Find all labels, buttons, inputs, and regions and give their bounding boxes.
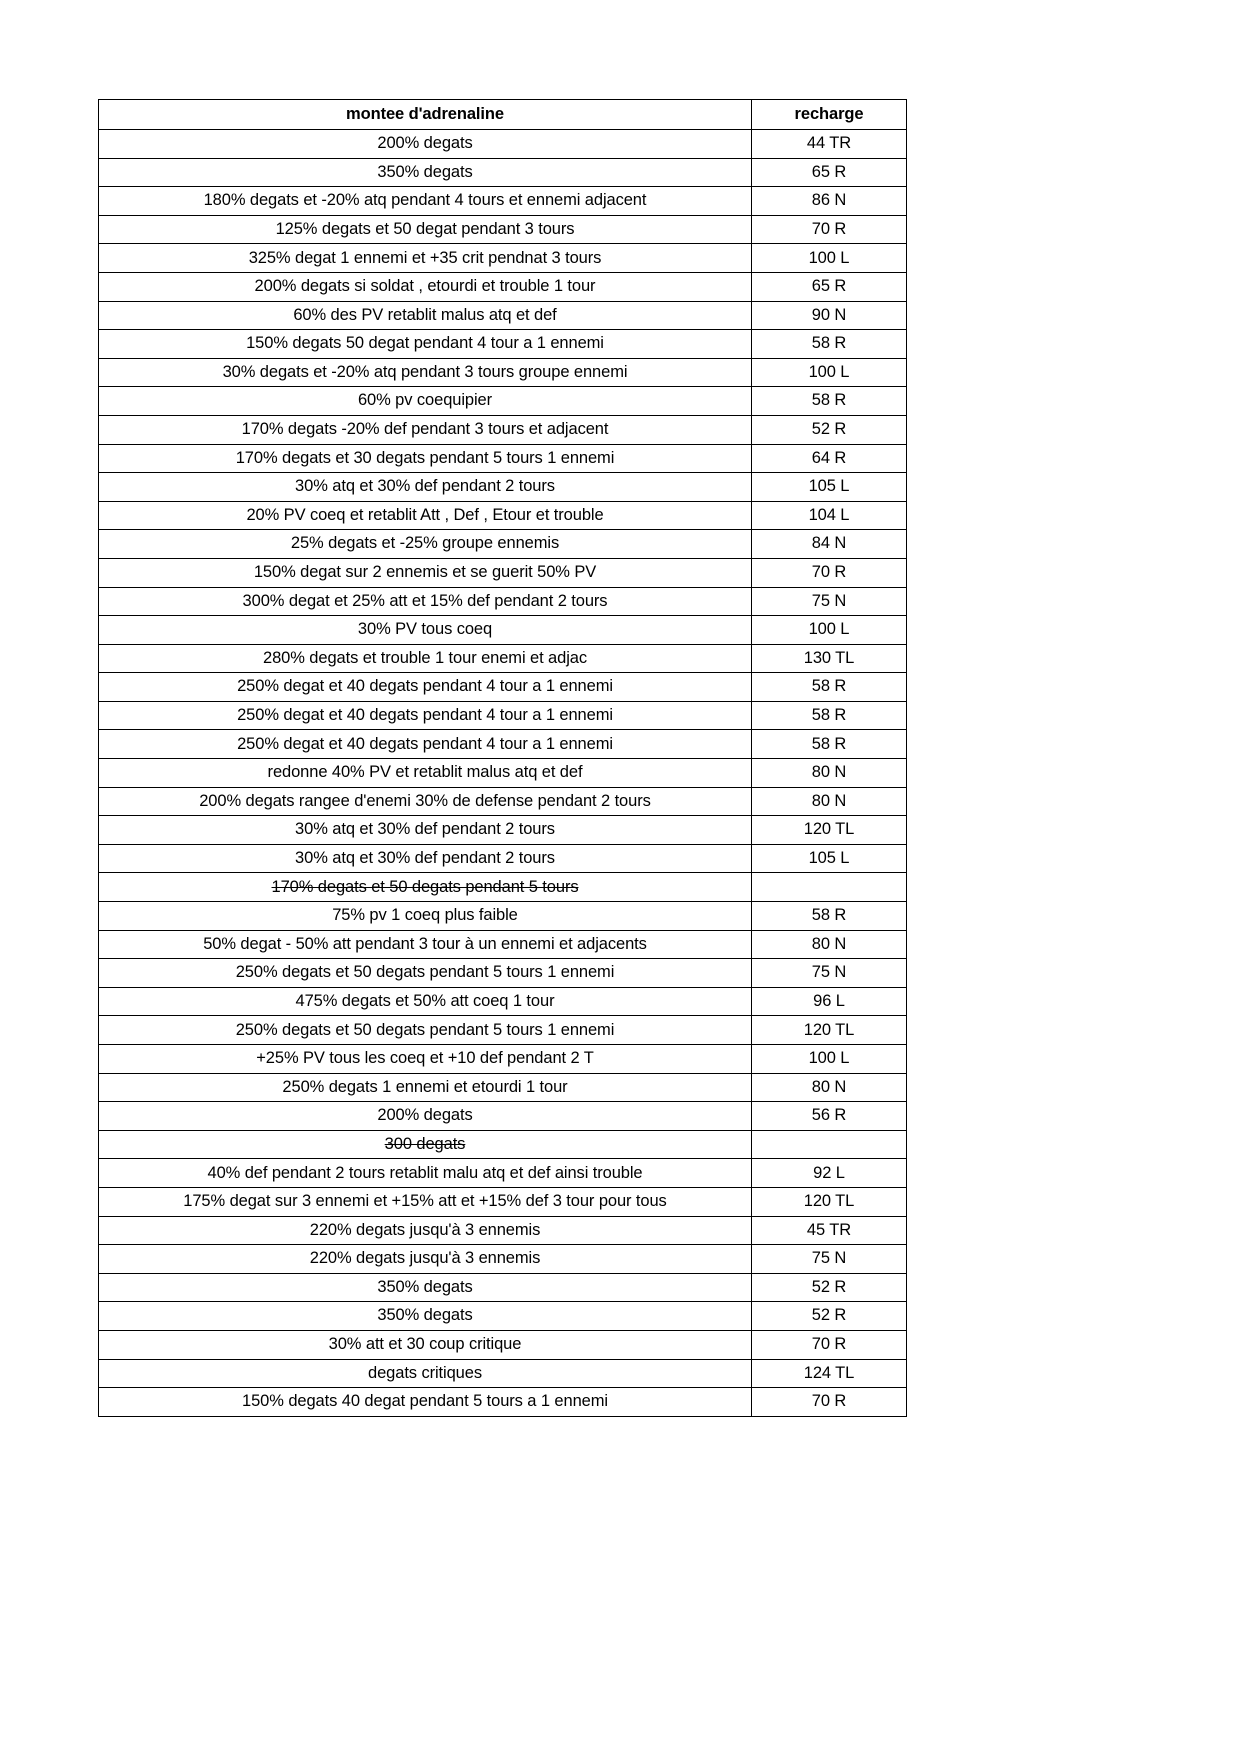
cell-recharge: 100 L (752, 244, 907, 273)
table-row (99, 358, 907, 387)
table-row (99, 587, 907, 616)
cell-description: 250% degats et 50 degats pendant 5 tours 1 ennemi (99, 1016, 752, 1045)
cell-description: 75% pv 1 coeq plus faible (99, 902, 752, 931)
cell-description: 250% degat et 40 degats pendant 4 tour a 1 ennemi (99, 701, 752, 730)
cell-description: 200% degats (99, 130, 752, 159)
cell-description: 150% degat sur 2 ennemis et se guerit 50% PV (99, 558, 752, 587)
cell-recharge: 58 R (752, 701, 907, 730)
cell-recharge: 75 N (752, 587, 907, 616)
cell-recharge: 70 R (752, 215, 907, 244)
table-row (99, 501, 907, 530)
cell-description: 170% degats et 30 degats pendant 5 tours 1 ennemi (99, 444, 752, 473)
cell-description: 300% degat et 25% att et 15% def pendant 2 tours (99, 587, 752, 616)
table-row (99, 330, 907, 359)
cell-recharge: 92 L (752, 1159, 907, 1188)
cell-description: redonne 40% PV et retablit malus atq et def (99, 759, 752, 788)
table-row (99, 1302, 907, 1331)
cell-recharge: 64 R (752, 444, 907, 473)
table-row (99, 873, 907, 902)
cell-description: 170% degats -20% def pendant 3 tours et adjacent (99, 415, 752, 444)
cell-recharge: 70 R (752, 1388, 907, 1417)
cell-recharge: 100 L (752, 1045, 907, 1074)
cell-recharge: 75 N (752, 1245, 907, 1274)
cell-recharge: 130 TL (752, 644, 907, 673)
cell-description: 200% degats (99, 1102, 752, 1131)
cell-description: 200% degats si soldat , etourdi et trouble 1 tour (99, 272, 752, 301)
cell-recharge: 65 R (752, 158, 907, 187)
cell-recharge: 124 TL (752, 1359, 907, 1388)
table-header (99, 100, 907, 130)
cell-recharge: 120 TL (752, 1187, 907, 1216)
cell-recharge: 100 L (752, 616, 907, 645)
cell-recharge: 80 N (752, 787, 907, 816)
cell-recharge (752, 1130, 907, 1159)
cell-recharge: 80 N (752, 759, 907, 788)
table-row (99, 1330, 907, 1359)
cell-recharge: 70 R (752, 1330, 907, 1359)
table-row (99, 1359, 907, 1388)
cell-description: 250% degats et 50 degats pendant 5 tours 1 ennemi (99, 959, 752, 988)
cell-description: 220% degats jusqu'à 3 ennemis (99, 1216, 752, 1245)
table-row (99, 158, 907, 187)
cell-recharge: 45 TR (752, 1216, 907, 1245)
cell-recharge: 52 R (752, 415, 907, 444)
table-row (99, 902, 907, 931)
table-row (99, 1045, 907, 1074)
cell-recharge: 105 L (752, 473, 907, 502)
skills-table-container (98, 99, 906, 1417)
table-row (99, 1016, 907, 1045)
table-row (99, 444, 907, 473)
table-row (99, 644, 907, 673)
cell-description: 350% degats (99, 158, 752, 187)
cell-description: 475% degats et 50% att coeq 1 tour (99, 987, 752, 1016)
table-row (99, 130, 907, 159)
cell-description: 250% degat et 40 degats pendant 4 tour a 1 ennemi (99, 730, 752, 759)
table-row (99, 673, 907, 702)
cell-description: 50% degat - 50% att pendant 3 tour à un ennemi et adjacents (99, 930, 752, 959)
cell-recharge: 58 R (752, 902, 907, 931)
table-row (99, 1216, 907, 1245)
cell-description: 350% degats (99, 1302, 752, 1331)
skills-table (98, 99, 907, 1417)
table-row (99, 473, 907, 502)
table-row (99, 387, 907, 416)
cell-recharge: 52 R (752, 1302, 907, 1331)
cell-recharge: 58 R (752, 730, 907, 759)
table-row (99, 1159, 907, 1188)
cell-recharge: 65 R (752, 272, 907, 301)
cell-description: 350% degats (99, 1273, 752, 1302)
table-row (99, 616, 907, 645)
cell-recharge: 56 R (752, 1102, 907, 1131)
table-row (99, 1245, 907, 1274)
cell-description: 40% def pendant 2 tours retablit malu atq et def ainsi trouble (99, 1159, 752, 1188)
cell-recharge: 58 R (752, 387, 907, 416)
table-row (99, 1187, 907, 1216)
cell-recharge: 104 L (752, 501, 907, 530)
cell-description: 60% des PV retablit malus atq et def (99, 301, 752, 330)
cell-description: 200% degats rangee d'enemi 30% de defense pendant 2 tours (99, 787, 752, 816)
cell-description: 175% degat sur 3 ennemi et +15% att et +15% def 3 tour pour tous (99, 1187, 752, 1216)
cell-recharge: 58 R (752, 673, 907, 702)
cell-description: 30% atq et 30% def pendant 2 tours (99, 473, 752, 502)
table-header-row (99, 100, 907, 130)
cell-description: 20% PV coeq et retablit Att , Def , Etour et trouble (99, 501, 752, 530)
table-row (99, 959, 907, 988)
table-row (99, 701, 907, 730)
column-header-recharge: recharge (752, 100, 907, 130)
table-row (99, 558, 907, 587)
cell-recharge: 100 L (752, 358, 907, 387)
cell-description: 25% degats et -25% groupe ennemis (99, 530, 752, 559)
table-row (99, 1388, 907, 1417)
table-row (99, 415, 907, 444)
cell-description: 30% atq et 30% def pendant 2 tours (99, 844, 752, 873)
cell-description: 150% degats 40 degat pendant 5 tours a 1 ennemi (99, 1388, 752, 1417)
cell-description: degats critiques (99, 1359, 752, 1388)
cell-description: 180% degats et -20% atq pendant 4 tours et ennemi adjacent (99, 187, 752, 216)
cell-description: 30% att et 30 coup critique (99, 1330, 752, 1359)
cell-description: 250% degat et 40 degats pendant 4 tour a 1 ennemi (99, 673, 752, 702)
cell-description: 280% degats et trouble 1 tour enemi et adjac (99, 644, 752, 673)
table-row (99, 1102, 907, 1131)
cell-description: 170% degats et 50 degats pendant 5 tours (99, 873, 752, 902)
cell-recharge: 44 TR (752, 130, 907, 159)
table-row (99, 787, 907, 816)
table-row (99, 530, 907, 559)
cell-description: 325% degat 1 ennemi et +35 crit pendnat 3 tours (99, 244, 752, 273)
table-row (99, 272, 907, 301)
cell-description: 125% degats et 50 degat pendant 3 tours (99, 215, 752, 244)
cell-description: 150% degats 50 degat pendant 4 tour a 1 ennemi (99, 330, 752, 359)
cell-recharge: 105 L (752, 844, 907, 873)
cell-description: 30% PV tous coeq (99, 616, 752, 645)
table-row (99, 187, 907, 216)
cell-recharge: 86 N (752, 187, 907, 216)
cell-description: 300 degats (99, 1130, 752, 1159)
cell-description: 30% degats et -20% atq pendant 3 tours groupe ennemi (99, 358, 752, 387)
cell-recharge: 70 R (752, 558, 907, 587)
cell-recharge: 120 TL (752, 1016, 907, 1045)
cell-recharge: 96 L (752, 987, 907, 1016)
cell-description: +25% PV tous les coeq et +10 def pendant 2 T (99, 1045, 752, 1074)
table-row (99, 730, 907, 759)
table-row (99, 1273, 907, 1302)
cell-recharge: 84 N (752, 530, 907, 559)
cell-recharge: 80 N (752, 1073, 907, 1102)
table-row (99, 844, 907, 873)
table-row (99, 759, 907, 788)
cell-description: 60% pv coequipier (99, 387, 752, 416)
cell-description: 30% atq et 30% def pendant 2 tours (99, 816, 752, 845)
table-row (99, 215, 907, 244)
cell-recharge: 58 R (752, 330, 907, 359)
cell-recharge: 52 R (752, 1273, 907, 1302)
cell-recharge (752, 873, 907, 902)
table-row (99, 816, 907, 845)
table-body (99, 130, 907, 1417)
table-row (99, 987, 907, 1016)
cell-recharge: 75 N (752, 959, 907, 988)
cell-recharge: 120 TL (752, 816, 907, 845)
table-row (99, 1073, 907, 1102)
table-row (99, 301, 907, 330)
cell-description: 250% degats 1 ennemi et etourdi 1 tour (99, 1073, 752, 1102)
table-row (99, 930, 907, 959)
cell-description: 220% degats jusqu'à 3 ennemis (99, 1245, 752, 1274)
column-header-description: montee d'adrenaline (99, 100, 752, 130)
cell-recharge: 80 N (752, 930, 907, 959)
table-row (99, 244, 907, 273)
table-row (99, 1130, 907, 1159)
cell-recharge: 90 N (752, 301, 907, 330)
